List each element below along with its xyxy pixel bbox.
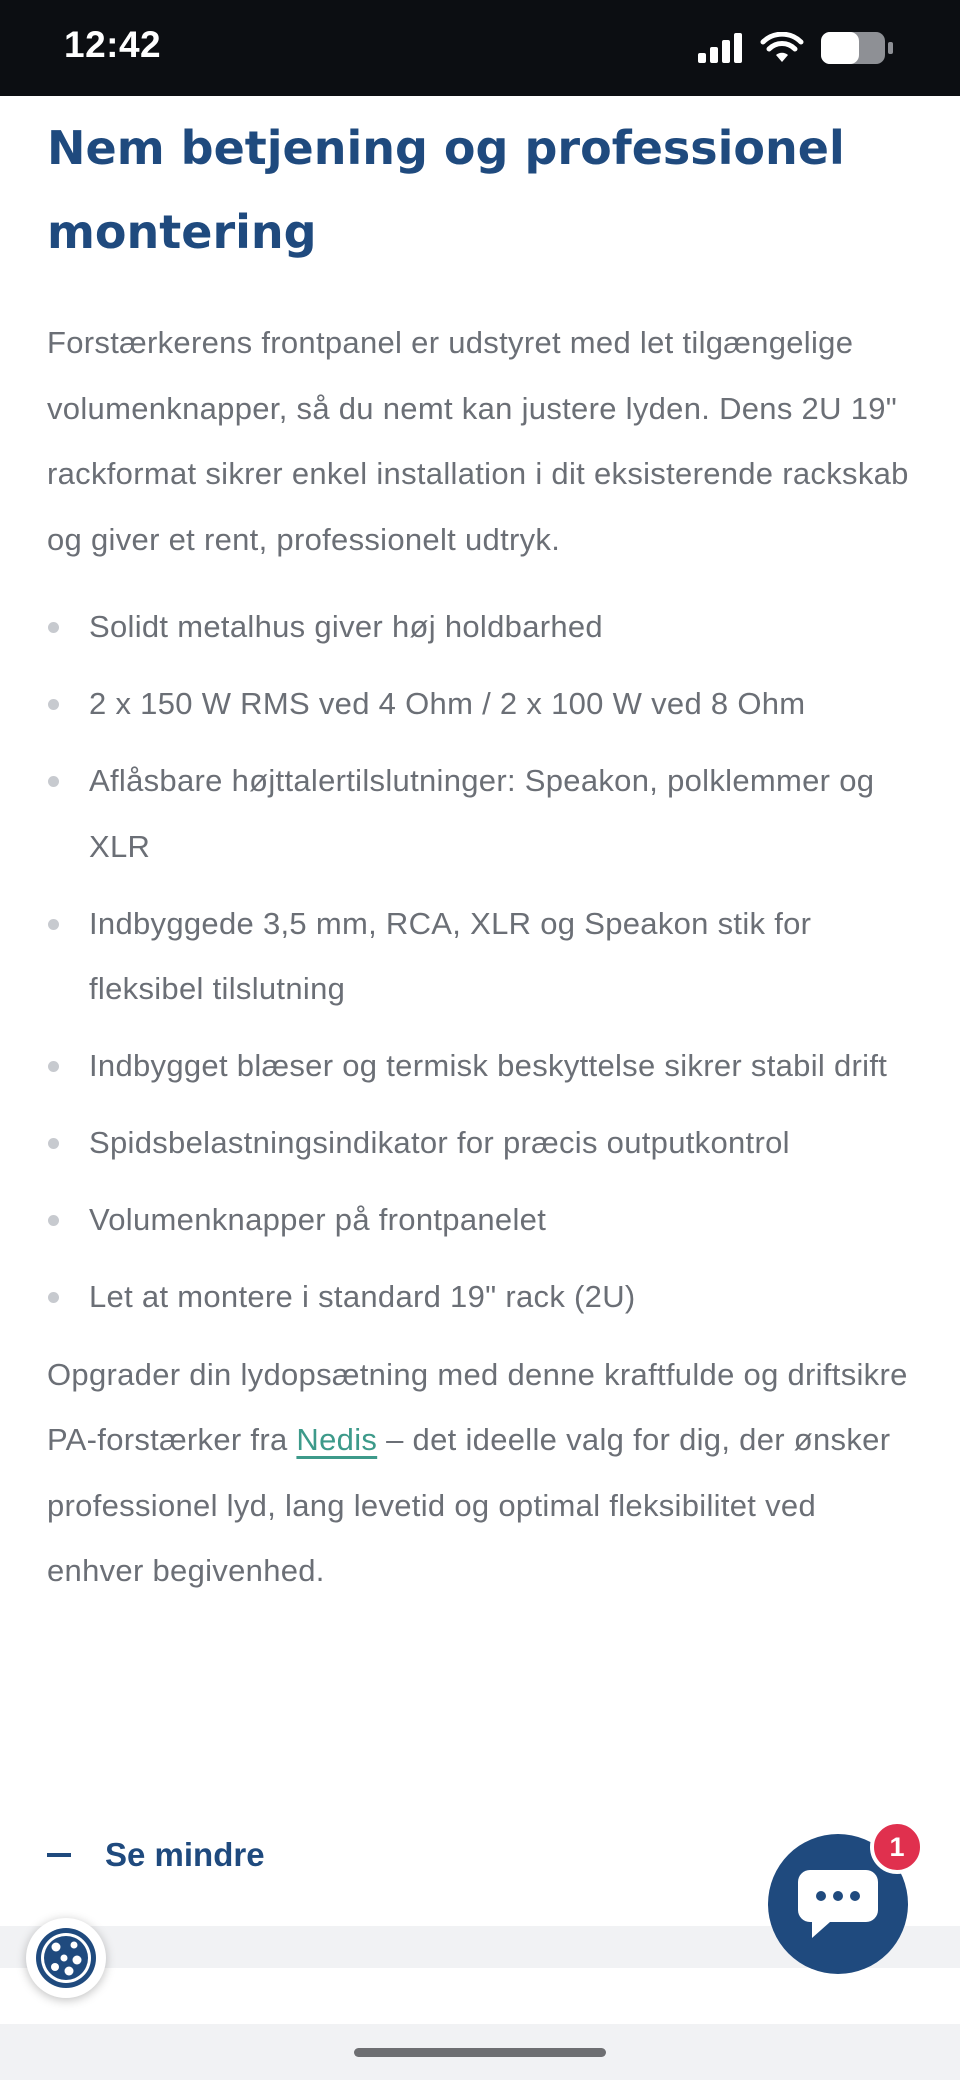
list-item-text: 2 x 150 W RMS ved 4 Ohm / 2 x 100 W ved 8 Ohm [89, 686, 806, 721]
minus-icon [47, 1853, 71, 1857]
chat-bubble-icon [796, 1866, 880, 1942]
cookie-settings-button[interactable] [26, 1918, 106, 1998]
signal-icon [698, 33, 744, 63]
bullet-dot [48, 1215, 59, 1226]
list-item [47, 1110, 917, 1176]
bullet-dot [48, 1292, 59, 1303]
list-item-text: Let at montere i standard 19" rack (2U) [89, 1279, 636, 1314]
status-bar [0, 0, 960, 96]
list-item-text: Indbygget blæser og termisk beskyttelse sikrer stabil drift [89, 1048, 888, 1083]
list-item [47, 1187, 917, 1253]
cookie-icon [33, 1925, 99, 1991]
list-item-text: Spidsbelastningsindikator for præcis outputkontrol [89, 1125, 790, 1160]
closing-text-start: Opgrader din lydopsætning med denne kraftfulde og driftsikre PA-forstærker fra [47, 1356, 908, 1457]
bullet-dot [48, 1138, 59, 1149]
section-heading: Nem betjening og professionel montering [47, 121, 845, 259]
see-less-label: Se mindre [105, 1836, 265, 1873]
list-item [47, 1033, 917, 1099]
bullet-dot [48, 1061, 59, 1072]
closing-paragraph [47, 1342, 917, 1604]
list-item [47, 671, 917, 737]
list-item [47, 1264, 917, 1330]
see-less-button[interactable] [47, 1836, 265, 1874]
feature-list [47, 594, 917, 1330]
list-item [47, 891, 917, 1022]
status-time: 12:42 [64, 24, 162, 65]
list-item-text: Solidt metalhus giver høj holdbarhed [89, 609, 603, 644]
chat-notification-badge: 1 [870, 1820, 924, 1874]
bullet-dot [48, 776, 59, 787]
home-indicator[interactable] [354, 2048, 606, 2057]
bullet-dot [48, 919, 59, 930]
brand-link-nedis[interactable]: Nedis [296, 1422, 378, 1457]
list-item [47, 748, 917, 879]
status-icons [698, 30, 894, 66]
intro-paragraph: Forstærkerens frontpanel er udstyret med let tilgængelige volumenknapper, så du nemt kan justere lyden. Dens 2U 19" rackformat sikrer enkel installation i dit eksisterende rackskab og giver et rent, professionelt udtryk. [47, 325, 909, 557]
list-item-text: Aflåsbare højttalertilslutninger: Speakon, polklemmer og XLR [89, 763, 875, 864]
list-item-text: Volumenknapper på frontpanelet [89, 1202, 547, 1237]
bullet-dot [48, 622, 59, 633]
product-description [47, 96, 917, 1604]
battery-icon [820, 31, 894, 65]
list-item-text: Indbyggede 3,5 mm, RCA, XLR og Speakon stik for fleksibel tilslutning [89, 905, 812, 1006]
wifi-icon [760, 32, 804, 64]
closing-text-end: – det ideelle valg for dig, der ønsker professionel lyd, lang levetid og optimal fleksibilitet ved enhver begivenhed. [47, 1422, 891, 1588]
list-item [47, 594, 917, 660]
bullet-dot [48, 699, 59, 710]
